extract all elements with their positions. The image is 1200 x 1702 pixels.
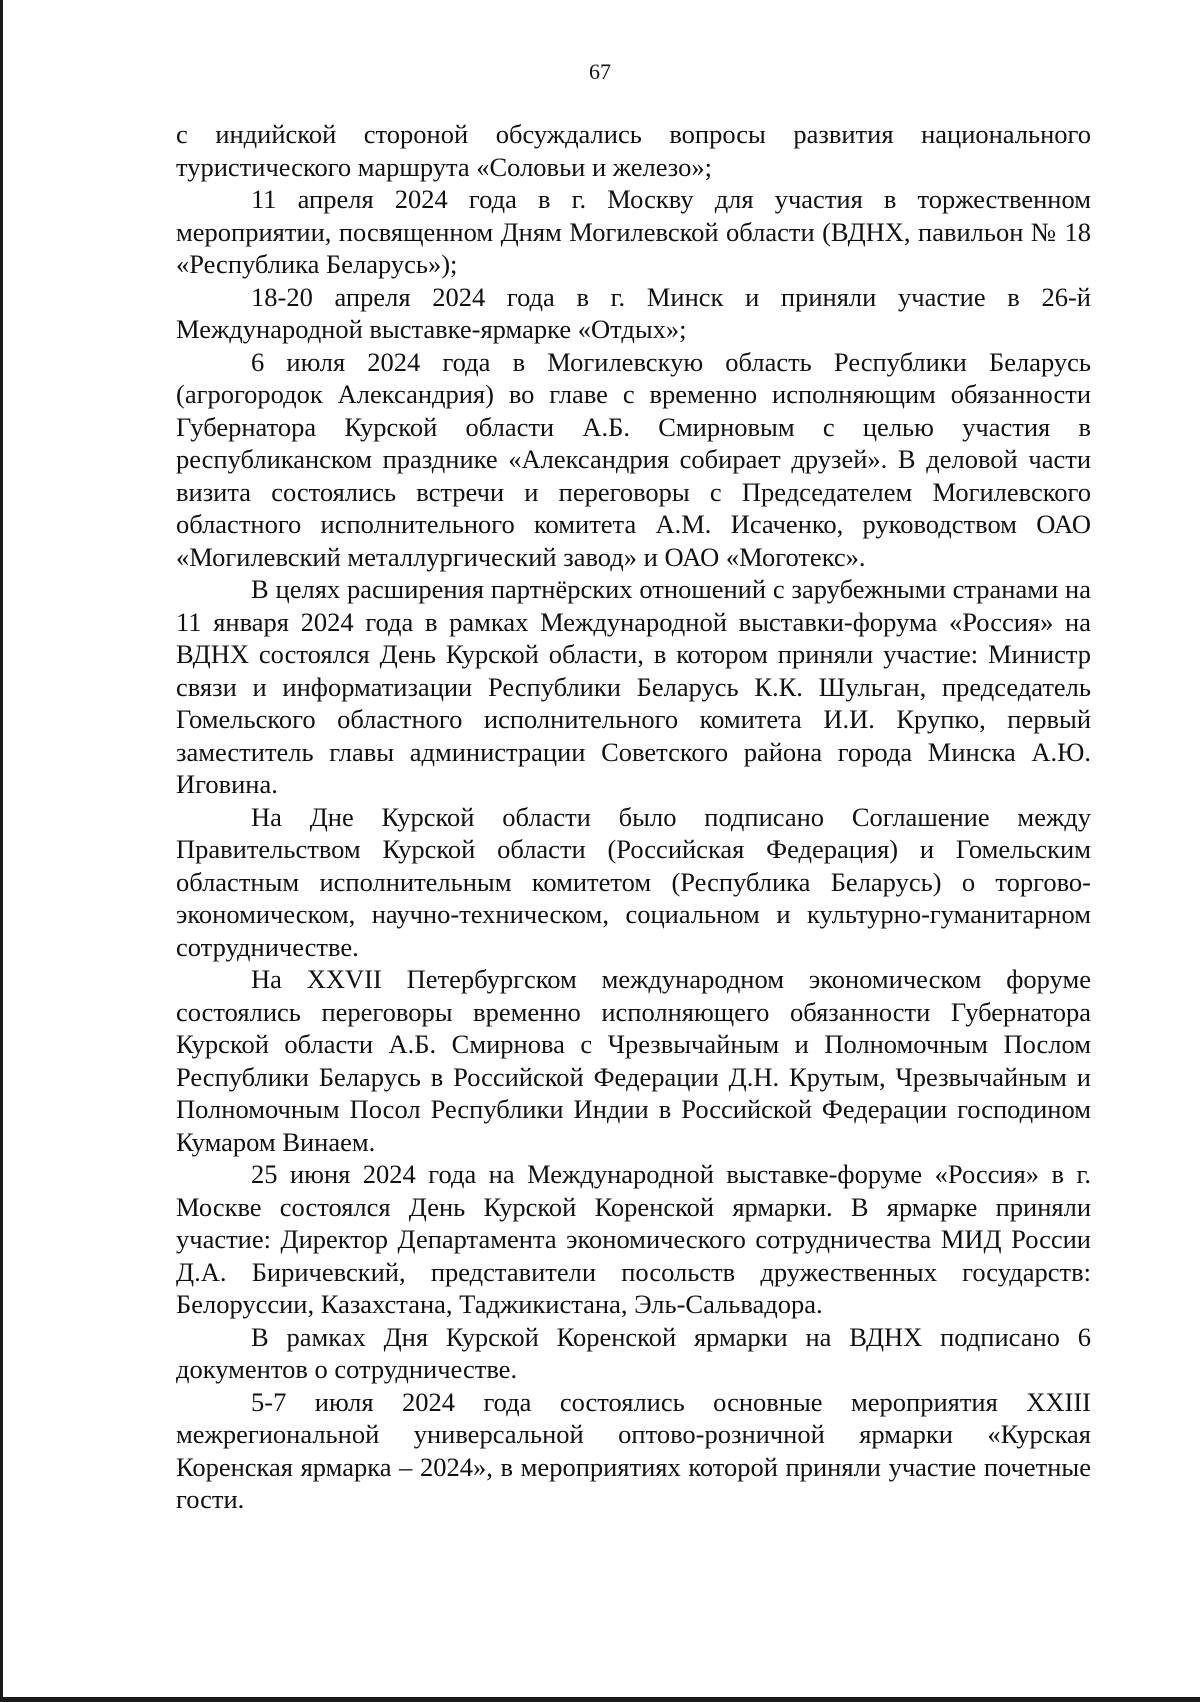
paragraph-continued: с индийской стороной обсуждались вопросы развития национального туристического маршрута «Соловьи и железо»; (176, 119, 1091, 182)
page-number: 67 (589, 59, 611, 84)
scan-left-edge (0, 0, 3, 1702)
document-body (176, 118, 1091, 1516)
paragraph: На Дне Курской области было подписано Соглашение между Правительством Курской области (Российская Федерация) и Гомельским областным исполнительным комитетом (Республика Беларусь) о торгово-экономическом, научно-техническом, социальном и культурно-гуманитарном сотрудничестве. (176, 801, 1091, 962)
paragraph: 6 июля 2024 года в Могилевскую область Республики Беларусь (агрогородок Александрия) во главе с временно исполняющим обязанности Губернатора Курской области А.Б. Смирновым с целью участия в республиканском празднике «Александрия собирает друзей». В деловой части визита состоялись встречи и переговоры с Председателем Могилевского областного исполнительного комитета А.М. Исаченко, руководством ОАО «Могилевский металлургический завод» и ОАО «Моготекс». (176, 346, 1091, 572)
paragraph: 5-7 июля 2024 года состоялись основные мероприятия XXIII межрегиональной универсальной оптово-розничной ярмарки «Курская Коренская ярмарка – 2024», в мероприятиях которой приняли участие почетные гости. (176, 1386, 1091, 1514)
scan-bottom-edge (0, 1697, 1200, 1702)
paragraph: В рамках Дня Курской Коренской ярмарки на ВДНХ подписано 6 документов о сотрудничестве. (176, 1321, 1091, 1384)
paragraph: На XXVII Петербургском международном экономическом форуме состоялись переговоры временно исполняющего обязанности Губернатора Курской области А.Б. Смирнова с Чрезвычайным и Полномочным Послом Республики Беларусь в Российской Федерации Д.Н. Крутым, Чрезвычайным и Полномочным Посол Республики Индии в Российской Федерации господином Кумаром Винаем. (176, 964, 1091, 1157)
paragraph: 25 июня 2024 года на Международной выставке-форуме «Россия» в г. Москве состоялся День Курской Коренской ярмарки. В ярмарке приняли участие: Директор Департамента экономического сотрудничества МИД России Д.А. Биричевский, представители посольств дружественных государств: Белоруссии, Казахстана, Таджикистана, Эль-Сальвадора. (176, 1159, 1091, 1319)
paragraph: 18-20 апреля 2024 года в г. Минск и приняли участие в 26-й Международной выставке-ярмарке «Отдых»; (176, 281, 1091, 344)
paragraph: В целях расширения партнёрских отношений с зарубежными странами на 11 января 2024 года в рамках Международной выставки-форума «Россия» на ВДНХ состоялся День Курской области, в котором приняли участие: Министр связи и информатизации Республики Беларусь К.К. Шульган, председатель Гомельского областного исполнительного комитета И.И. Крупко, первый заместитель главы администрации Советского района города Минска А.Ю. Иговина. (176, 574, 1091, 799)
paragraph: 11 апреля 2024 года в г. Москву для участия в торжественном мероприятии, посвященном Дням Могилевской области (ВДНХ, павильон № 18 «Республика Беларусь»); (176, 184, 1091, 279)
